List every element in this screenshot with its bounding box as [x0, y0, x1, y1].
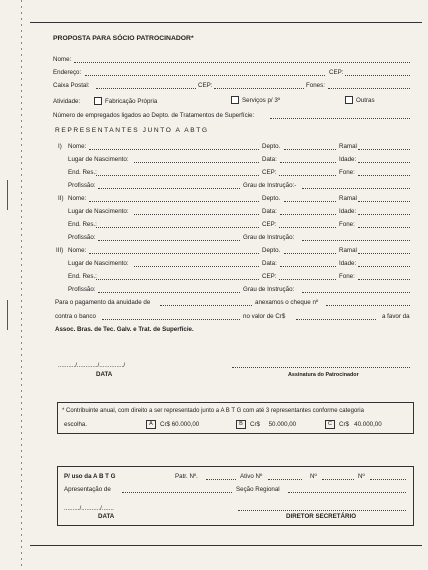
rep3-lugar-label: Lugar de Nascimento: [68, 260, 129, 267]
nome-label: Nome: [53, 56, 72, 63]
rep3-fone-label: Fone: [339, 273, 355, 280]
bottom-rule [30, 545, 422, 546]
rep2-nome-label: Nome: [68, 195, 87, 202]
servicos-label: Serviços p/ 3º [242, 97, 281, 104]
endereco-label: Endereço: [53, 69, 82, 76]
rep2-cep-field[interactable] [279, 227, 336, 228]
rep3-profissao-field[interactable] [98, 292, 240, 293]
option-c[interactable] [325, 420, 382, 429]
rep2-grau-label: Grau de Instrução: [243, 234, 295, 241]
rep3-num: III) [56, 247, 64, 254]
rep2-cep-label: CEP: [262, 221, 277, 228]
rep2-grau-field[interactable] [302, 240, 410, 241]
top-rule [30, 22, 422, 23]
empregados-field[interactable] [270, 118, 410, 119]
rep2-nome-field[interactable] [89, 201, 259, 202]
rep1-num: I) [58, 143, 62, 150]
reps-header: REPRESENTANTES JUNTO A ABTG [55, 127, 209, 134]
rep1-idade-label: Idade: [339, 156, 357, 163]
rep2-ramal-label: Ramal [339, 195, 357, 202]
ativo-field[interactable] [268, 479, 302, 480]
option-b-value: 50.000,00 [268, 421, 297, 429]
cep-label: CEP: [329, 69, 344, 76]
outras-checkbox[interactable] [345, 96, 353, 104]
rep3-data-field[interactable] [280, 266, 336, 267]
rep1-idade-field[interactable] [358, 162, 410, 163]
banco-field[interactable] [102, 319, 240, 320]
rep1-profissao-label: Profissão: [68, 182, 96, 189]
rep1-lugar-field[interactable] [134, 162, 259, 163]
rep2-lugar-label: Lugar de Nascimento: [68, 208, 129, 215]
rep3-data-label: Data: [262, 260, 277, 267]
option-a-value: 60.000,00 [171, 421, 200, 429]
rep1-fone-field[interactable] [358, 175, 410, 176]
rep2-end-label: End. Res.: [68, 221, 97, 228]
option-a-checkbox[interactable]: A [146, 420, 156, 429]
margin-mark [7, 300, 8, 330]
cep-field[interactable] [345, 75, 410, 76]
rep2-data-label: Data: [262, 208, 277, 215]
rep3-ramal-label: Ramal [339, 247, 357, 254]
ativo-label: Ativo Nº [240, 473, 263, 480]
contribution-text: * Contribuinte anual, com direito a ser representado junto a A B T G com até 3 representantes conforme categoria [62, 408, 364, 414]
rep1-ramal-field[interactable] [358, 149, 410, 150]
rep2-profissao-field[interactable] [98, 240, 240, 241]
rep3-grau-field[interactable] [302, 292, 410, 293]
apresentacao-field[interactable] [122, 492, 232, 493]
rep1-depto-field[interactable] [284, 149, 336, 150]
rep2-ramal-field[interactable] [358, 201, 410, 202]
rep1-cep-label: CEP: [262, 169, 277, 176]
form-title: PROPOSTA PARA SÓCIO PATROCINADOR* [53, 35, 194, 42]
option-a[interactable] [146, 420, 199, 429]
rep2-depto-label: Depto. [262, 195, 281, 202]
servicos-checkbox[interactable] [231, 96, 239, 104]
rep1-ramal-label: Ramal [339, 143, 357, 150]
apresentacao-label: Apresentação de [64, 486, 111, 493]
fabricacao-checkbox[interactable] [94, 97, 102, 105]
diretor-signature-line[interactable] [238, 510, 406, 511]
rep3-fone-field[interactable] [358, 279, 410, 280]
fones-label: Fones: [306, 82, 325, 89]
nome-field[interactable] [74, 62, 410, 63]
option-c-currency: Cr$ [339, 421, 349, 429]
signature-date-field[interactable]: ........../............/............../ [58, 362, 126, 369]
rep1-fone-label: Fone: [339, 169, 355, 176]
patr-label: Patr. Nº. [175, 473, 198, 480]
rep1-data-label: Data: [262, 156, 277, 163]
escolha-label: escolha. [64, 421, 88, 428]
option-b[interactable] [236, 420, 296, 429]
rep2-lugar-field[interactable] [134, 214, 259, 215]
cep2-field[interactable] [214, 88, 304, 89]
rep3-ramal-field[interactable] [358, 253, 410, 254]
patr-field[interactable] [206, 479, 236, 480]
rep1-data-field[interactable] [280, 162, 336, 163]
rep3-cep-field[interactable] [279, 279, 336, 280]
rep3-profissao-label: Profissão: [68, 286, 96, 293]
rep3-cep-label: CEP: [262, 273, 277, 280]
rep2-num: II) [58, 195, 64, 202]
rep2-idade-label: Idade: [339, 208, 357, 215]
payment-line1-a: Para o pagamento da anuidade de [55, 299, 151, 306]
rep3-depto-field[interactable] [284, 253, 336, 254]
payment-line1-b: anexamos o cheque nº [255, 299, 319, 306]
rep2-depto-field[interactable] [284, 201, 336, 202]
option-b-checkbox[interactable]: B [236, 420, 246, 429]
option-a-currency: Cr$ [160, 421, 170, 429]
rep2-data-field[interactable] [280, 214, 336, 215]
rep3-idade-label: Idade: [339, 260, 357, 267]
rep2-idade-field[interactable] [358, 214, 410, 215]
no2-label: Nº [358, 473, 365, 480]
rep2-profissao-label: Profissão: [68, 234, 96, 241]
rep3-depto-label: Depto. [262, 247, 281, 254]
outras-label: Outras [356, 97, 375, 104]
office-date-label: DATA [98, 513, 115, 520]
anuidade-field[interactable] [160, 305, 252, 306]
fones-field[interactable] [328, 88, 410, 89]
endereco-field[interactable] [85, 75, 325, 76]
margin-perforation [21, 0, 22, 570]
rep2-fone-label: Fone: [339, 221, 355, 228]
rep1-grau-field[interactable] [302, 188, 410, 189]
rep1-cep-field[interactable] [279, 175, 336, 176]
rep1-profissao-field[interactable] [98, 188, 240, 189]
rep3-end-field[interactable] [96, 279, 259, 280]
secao-label: Seção Regional [236, 486, 280, 493]
rep1-nome-field[interactable] [89, 149, 259, 150]
caixa-postal-field[interactable] [96, 88, 196, 89]
rep3-end-label: End. Res.: [68, 273, 97, 280]
rep3-nome-field[interactable] [89, 253, 259, 254]
payment-line2-c: a favor da [382, 313, 410, 320]
rep3-grau-label: Grau de Instrução: [243, 286, 295, 293]
rep1-end-field[interactable] [96, 175, 259, 176]
signature-label: Assinatura do Patrocinador [288, 372, 359, 378]
rep1-depto-label: Depto. [262, 143, 281, 150]
option-c-value: 40.000,00 [354, 421, 382, 429]
secao-field[interactable] [288, 492, 406, 493]
margin-mark [7, 180, 8, 210]
cheque-field[interactable] [326, 305, 410, 306]
option-b-currency: Cr$ [250, 421, 260, 429]
no2-field[interactable] [370, 479, 406, 480]
rep1-nome-label: Nome: [68, 143, 87, 150]
payment-line2-b: no valor de Cr$ [243, 313, 286, 320]
signature-line[interactable] [232, 367, 410, 368]
rep3-nome-label: Nome: [68, 247, 87, 254]
atividade-label: Atividade: [53, 98, 81, 105]
rep2-end-field[interactable] [96, 227, 259, 228]
signature-date-label: DATA [96, 371, 113, 378]
rep1-end-label: End. Res.: [68, 169, 97, 176]
payment-line3: Assoc. Bras. de Tec. Galv. e Trat. de Superfície. [55, 326, 194, 333]
rep3-idade-field[interactable] [358, 266, 410, 267]
payment-line2-a: contra o banco [55, 313, 96, 320]
no1-label: Nº [310, 473, 317, 480]
option-c-checkbox[interactable]: C [325, 420, 335, 429]
rep1-grau-label: Grau de Instrução:- [243, 182, 297, 189]
valor-field[interactable] [296, 319, 376, 320]
cep2-label: CEP: [198, 82, 213, 89]
fabricacao-label: Fabricação Própria [105, 98, 158, 105]
rep1-lugar-label: Lugar de Nascimento: [68, 156, 129, 163]
office-uso-label: P/ uso da A B T G [64, 473, 116, 480]
rep3-lugar-field[interactable] [134, 266, 259, 267]
caixa-postal-label: Caixa Postal: [53, 82, 90, 89]
no1-field[interactable] [322, 479, 354, 480]
rep2-fone-field[interactable] [358, 227, 410, 228]
office-date-field[interactable]: ........./.........../....... [64, 505, 114, 512]
empregados-label: Número de empregados ligados ao Depto. de Tratamentos de Superfície: [53, 112, 255, 119]
diretor-label: DIRETOR SECRETÁRIO [286, 513, 357, 520]
